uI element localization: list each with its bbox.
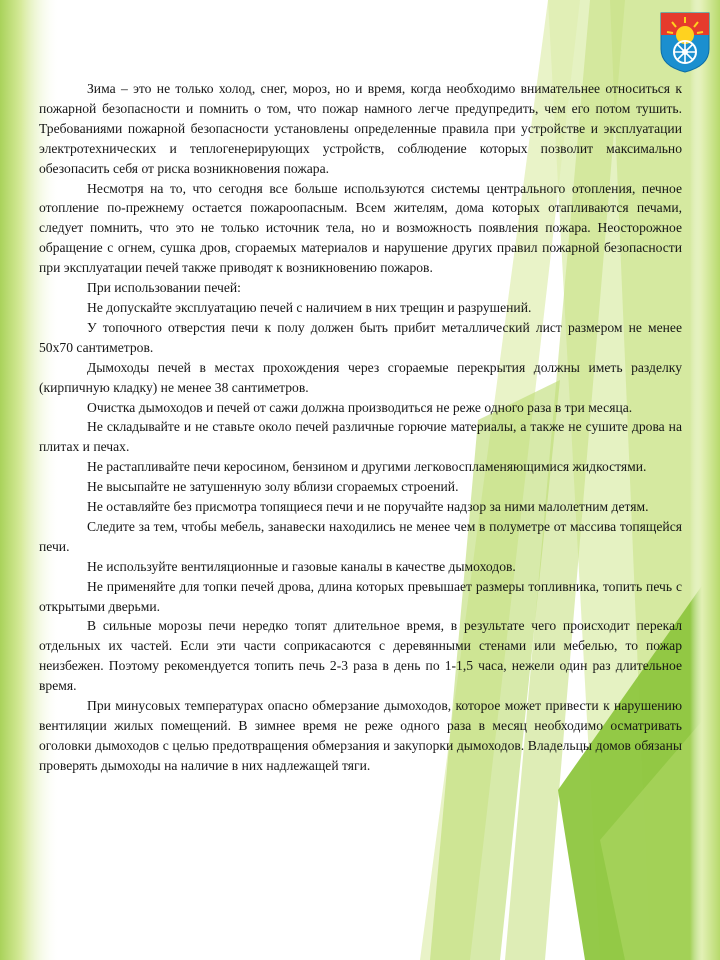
paragraph: Зима – это не только холод, снег, мороз, но и время, когда необходимо внимательнее относиться к пожарной безопасности и помнить о том, что пожар намного легче предупредить, чем его потом тушить. Требованиями пожарной безопасности установлены определенные правила при устройстве и эксплуатации электротехнических и теплогенерирующих устройств, соблюдение которых позволит максимально обезопасить себя от риска возникновения пожара. [39, 81, 682, 176]
paragraph: Не высыпайте не затушенную золу вблизи сгораемых строений. [87, 479, 459, 495]
paragraph: У топочного отверстия печи к полу должен быть прибит металлический лист размером не менее 50х70 сантиметров. [39, 319, 682, 355]
paragraph: Очистка дымоходов и печей от сажи должна производиться не реже одного раза в три месяца. [87, 399, 633, 415]
coat-of-arms-icon [659, 11, 711, 73]
document-body [39, 79, 682, 776]
paragraph: Не складывайте и не ставьте около печей различные горючие материалы, а также не сушите дрова на плитах и печах. [39, 419, 682, 455]
right-edge-wash [690, 0, 720, 960]
paragraph: Не растапливайте печи керосином, бензином и другими легковоспламеняющимися жидкостями. [87, 459, 647, 475]
paragraph: Не применяйте для топки печей дрова, длина которых превышает размеры топливника, топить печь с открытыми дверьми. [39, 578, 682, 614]
paragraph: Несмотря на то, что сегодня все больше используются системы центрального отопления, печное отопление по-прежнему остается пожароопасным. Всем жителям, дома которых отапливаются печами, следует помнить, что это не только источник тела, но и возможность появления пожара. Неосторожное обращение с огнем, сушка дров, сгораемых материалов и нарушение других правил пожарной безопасности при эксплуатации печей также приводят к возникновению пожаров. [39, 180, 682, 276]
paragraph: Не допускайте эксплуатацию печей с наличием в них трещин и разрушений. [87, 299, 532, 315]
paragraph: Дымоходы печей в местах прохождения через сгораемые перекрытия должны иметь разделку (кирпичную кладку) не менее 38 сантиметров. [39, 359, 682, 395]
paragraph: Не используйте вентиляционные и газовые каналы в качестве дымоходов. [87, 558, 516, 574]
paragraph: При использовании печей: [87, 280, 241, 296]
paragraph: Не оставляйте без присмотра топящиеся печи и не поручайте надзор за ними малолетним детям. [87, 499, 649, 515]
paragraph: Следите за тем, чтобы мебель, занавески находились не менее чем в полуметре от массива топящейся печи. [39, 518, 682, 554]
paragraph: В сильные морозы печи нередко топят длительное время, в результате чего происходит перекал отдельных их частей. Если эти части соприкасаются с деревянными стенами или мебелью, то пожар неизбежен. Поэтому рекомендуется топить печь 2-3 раза в день по 1-1,5 часа, нежели один раз длительное время. [39, 618, 682, 694]
paragraph: При минусовых температурах опасно обмерзание дымоходов, которое может привести к нарушению вентиляции жилых помещений. В зимнее время не реже одного раза в месяц необходимо осматривать оголовки дымоходов с целью предотвращения обмерзания и закупорки дымоходов. Владельцы домов обязаны проверять дымоходы на наличие в них надлежащей тяги. [39, 698, 682, 773]
